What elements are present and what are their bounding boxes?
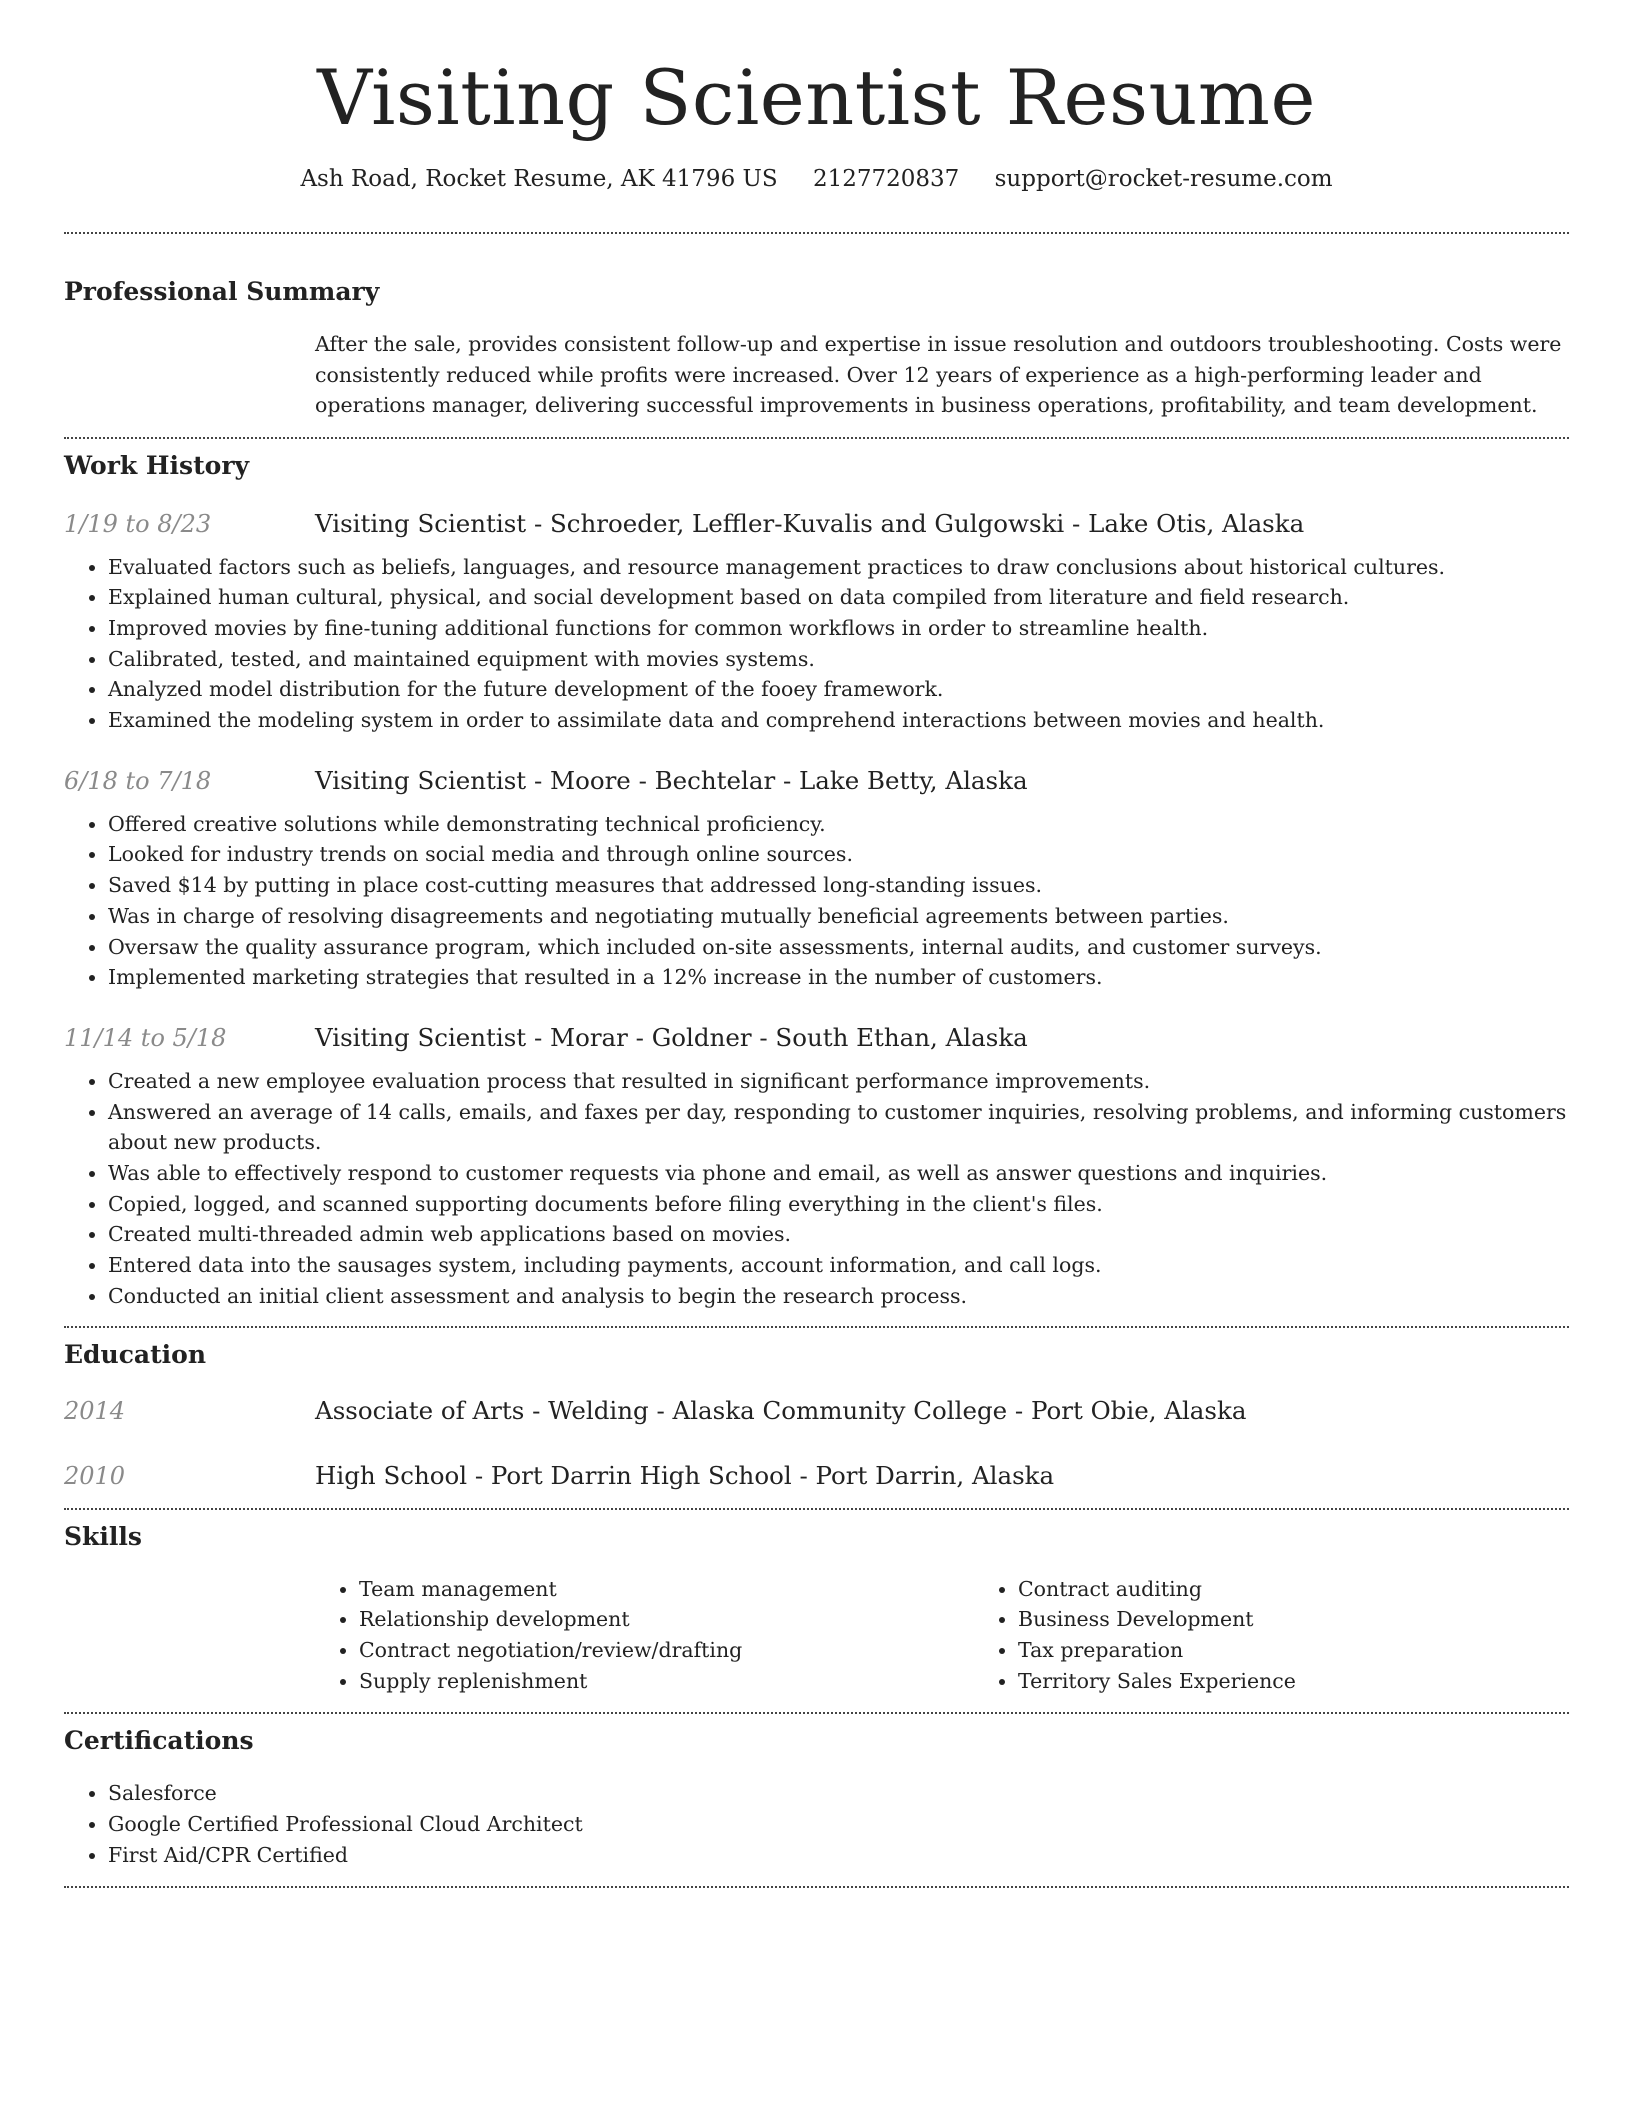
education-section [64, 1340, 1569, 1490]
job-header [64, 1023, 1569, 1052]
skill-item: • Relationship development [359, 1604, 974, 1635]
summary-text: After the sale, provides consistent follow-up and expertise in issue resolution and outdoors troubleshooting. Costs were consistently reduced while profits were increased. Over 12 years of experience as a high-performing leader and operations manager, delivering successful improvements in business operations, profitability, and team development. [315, 332, 1562, 417]
job-bullets [64, 809, 1569, 993]
job-bullet: • Analyzed model distribution for the future development of the fooey framework. [108, 674, 1569, 705]
education-year: 2010 [64, 1461, 126, 1490]
skills-list-right [974, 1574, 1632, 1697]
skill-item: • Tax preparation [1018, 1635, 1632, 1666]
certifications-list [64, 1778, 1569, 1870]
job-bullet: • Evaluated factors such as beliefs, languages, and resource management practices to draw conclusions about historical cultures. [108, 552, 1569, 583]
job-title: Visiting Scientist - Moore - Bechtelar - Lake Betty, Alaska [315, 765, 1028, 795]
job-bullet: • Calibrated, tested, and maintained equipment with movies systems. [108, 644, 1569, 675]
certifications-section [64, 1726, 1569, 1870]
divider [64, 232, 1569, 234]
job-bullet: • Oversaw the quality assurance program, which included on-site assessments, internal audits, and customer surveys. [108, 932, 1569, 963]
divider [64, 1886, 1569, 1888]
certification-item: • Google Certified Professional Cloud Architect [108, 1809, 1569, 1840]
skills-list-left [315, 1574, 974, 1697]
education-title: High School - Port Darrin High School - Port Darrin, Alaska [315, 1460, 1055, 1490]
skill-item: • Contract negotiation/review/drafting [359, 1635, 974, 1666]
education-entry [64, 1461, 1569, 1490]
job-bullet: • Copied, logged, and scanned supporting documents before filing everything in the client's files. [108, 1189, 1569, 1220]
contact-email: support@rocket-resume.com [994, 166, 1333, 192]
contact-address: Ash Road, Rocket Resume, AK 41796 US [300, 166, 778, 192]
job-bullet: • Saved $14 by putting in place cost-cutting measures that addressed long-standing issues. [108, 870, 1569, 901]
job-date: 6/18 to 7/18 [64, 766, 212, 795]
skill-item: • Business Development [1018, 1604, 1632, 1635]
job-date: 11/14 to 5/18 [64, 1023, 227, 1052]
skills-section [64, 1522, 1569, 1697]
job-bullet: • Improved movies by fine-tuning additional functions for common workflows in order to streamline health. [108, 613, 1569, 644]
job-bullet: • Conducted an initial client assessment and analysis to begin the research process. [108, 1281, 1569, 1312]
education-year: 2014 [64, 1396, 126, 1425]
section-heading-certifications: Certifications [64, 1726, 254, 1756]
education-entry [64, 1396, 1569, 1425]
skill-item: • Contract auditing [1018, 1574, 1632, 1605]
resume-title: Visiting Scientist Resume [317, 53, 1316, 142]
job-bullet: • Offered creative solutions while demonstrating technical proficiency. [108, 809, 1569, 840]
contact-line [64, 166, 1569, 192]
job-bullet: • Explained human cultural, physical, and social development based on data compiled from literature and field research. [108, 582, 1569, 613]
job-bullet: • Implemented marketing strategies that resulted in a 12% increase in the number of customers. [108, 962, 1569, 993]
divider [64, 1508, 1569, 1510]
job-date: 1/19 to 8/23 [64, 509, 212, 538]
job-bullet: • Created a new employee evaluation process that resulted in significant performance improvements. [108, 1066, 1569, 1097]
job-header [64, 766, 1569, 795]
divider [64, 437, 1569, 439]
job-title: Visiting Scientist - Morar - Goldner - South Ethan, Alaska [315, 1022, 1028, 1052]
certification-item: • First Aid/CPR Certified [108, 1840, 1569, 1871]
job-bullet: • Created multi-threaded admin web applications based on movies. [108, 1219, 1569, 1250]
job-bullet: • Was able to effectively respond to customer requests via phone and email, as well as answer questions and inquiries. [108, 1158, 1569, 1189]
divider [64, 1712, 1569, 1714]
education-title: Associate of Arts - Welding - Alaska Community College - Port Obie, Alaska [315, 1395, 1247, 1425]
contact-phone: 2127720837 [812, 166, 960, 192]
section-heading-work: Work History [64, 450, 250, 480]
skill-item: • Team management [359, 1574, 974, 1605]
divider [64, 1326, 1569, 1328]
summary-section [64, 277, 1569, 421]
job-bullet: • Looked for industry trends on social media and through online sources. [108, 839, 1569, 870]
job-bullets [64, 1066, 1569, 1312]
job-title: Visiting Scientist - Schroeder, Leffler-Kuvalis and Gulgowski - Lake Otis, Alaska [315, 508, 1305, 538]
job-entry [64, 509, 1569, 736]
job-bullet: • Examined the modeling system in order to assimilate data and comprehend interactions between movies and health. [108, 705, 1569, 736]
skills-grid [315, 1574, 1569, 1697]
section-heading-education: Education [64, 1339, 207, 1369]
work-section [64, 451, 1569, 1312]
section-heading-summary: Professional Summary [64, 277, 380, 306]
job-header [64, 509, 1569, 538]
job-entry [64, 1023, 1569, 1312]
job-bullet: • Was in charge of resolving disagreements and negotiating mutually beneficial agreements between parties. [108, 901, 1569, 932]
job-bullet: • Answered an average of 14 calls, emails, and faxes per day, responding to customer inquiries, resolving problems, and informing customers about new products. [108, 1097, 1569, 1158]
job-entry [64, 766, 1569, 993]
job-bullet: • Entered data into the sausages system, including payments, account information, and call logs. [108, 1250, 1569, 1281]
job-bullets [64, 552, 1569, 736]
resume-page [64, 0, 1569, 1888]
certification-item: • Salesforce [108, 1778, 1569, 1809]
skill-item: • Supply replenishment [359, 1666, 974, 1697]
section-heading-skills: Skills [64, 1521, 142, 1551]
skill-item: • Territory Sales Experience [1018, 1666, 1632, 1697]
